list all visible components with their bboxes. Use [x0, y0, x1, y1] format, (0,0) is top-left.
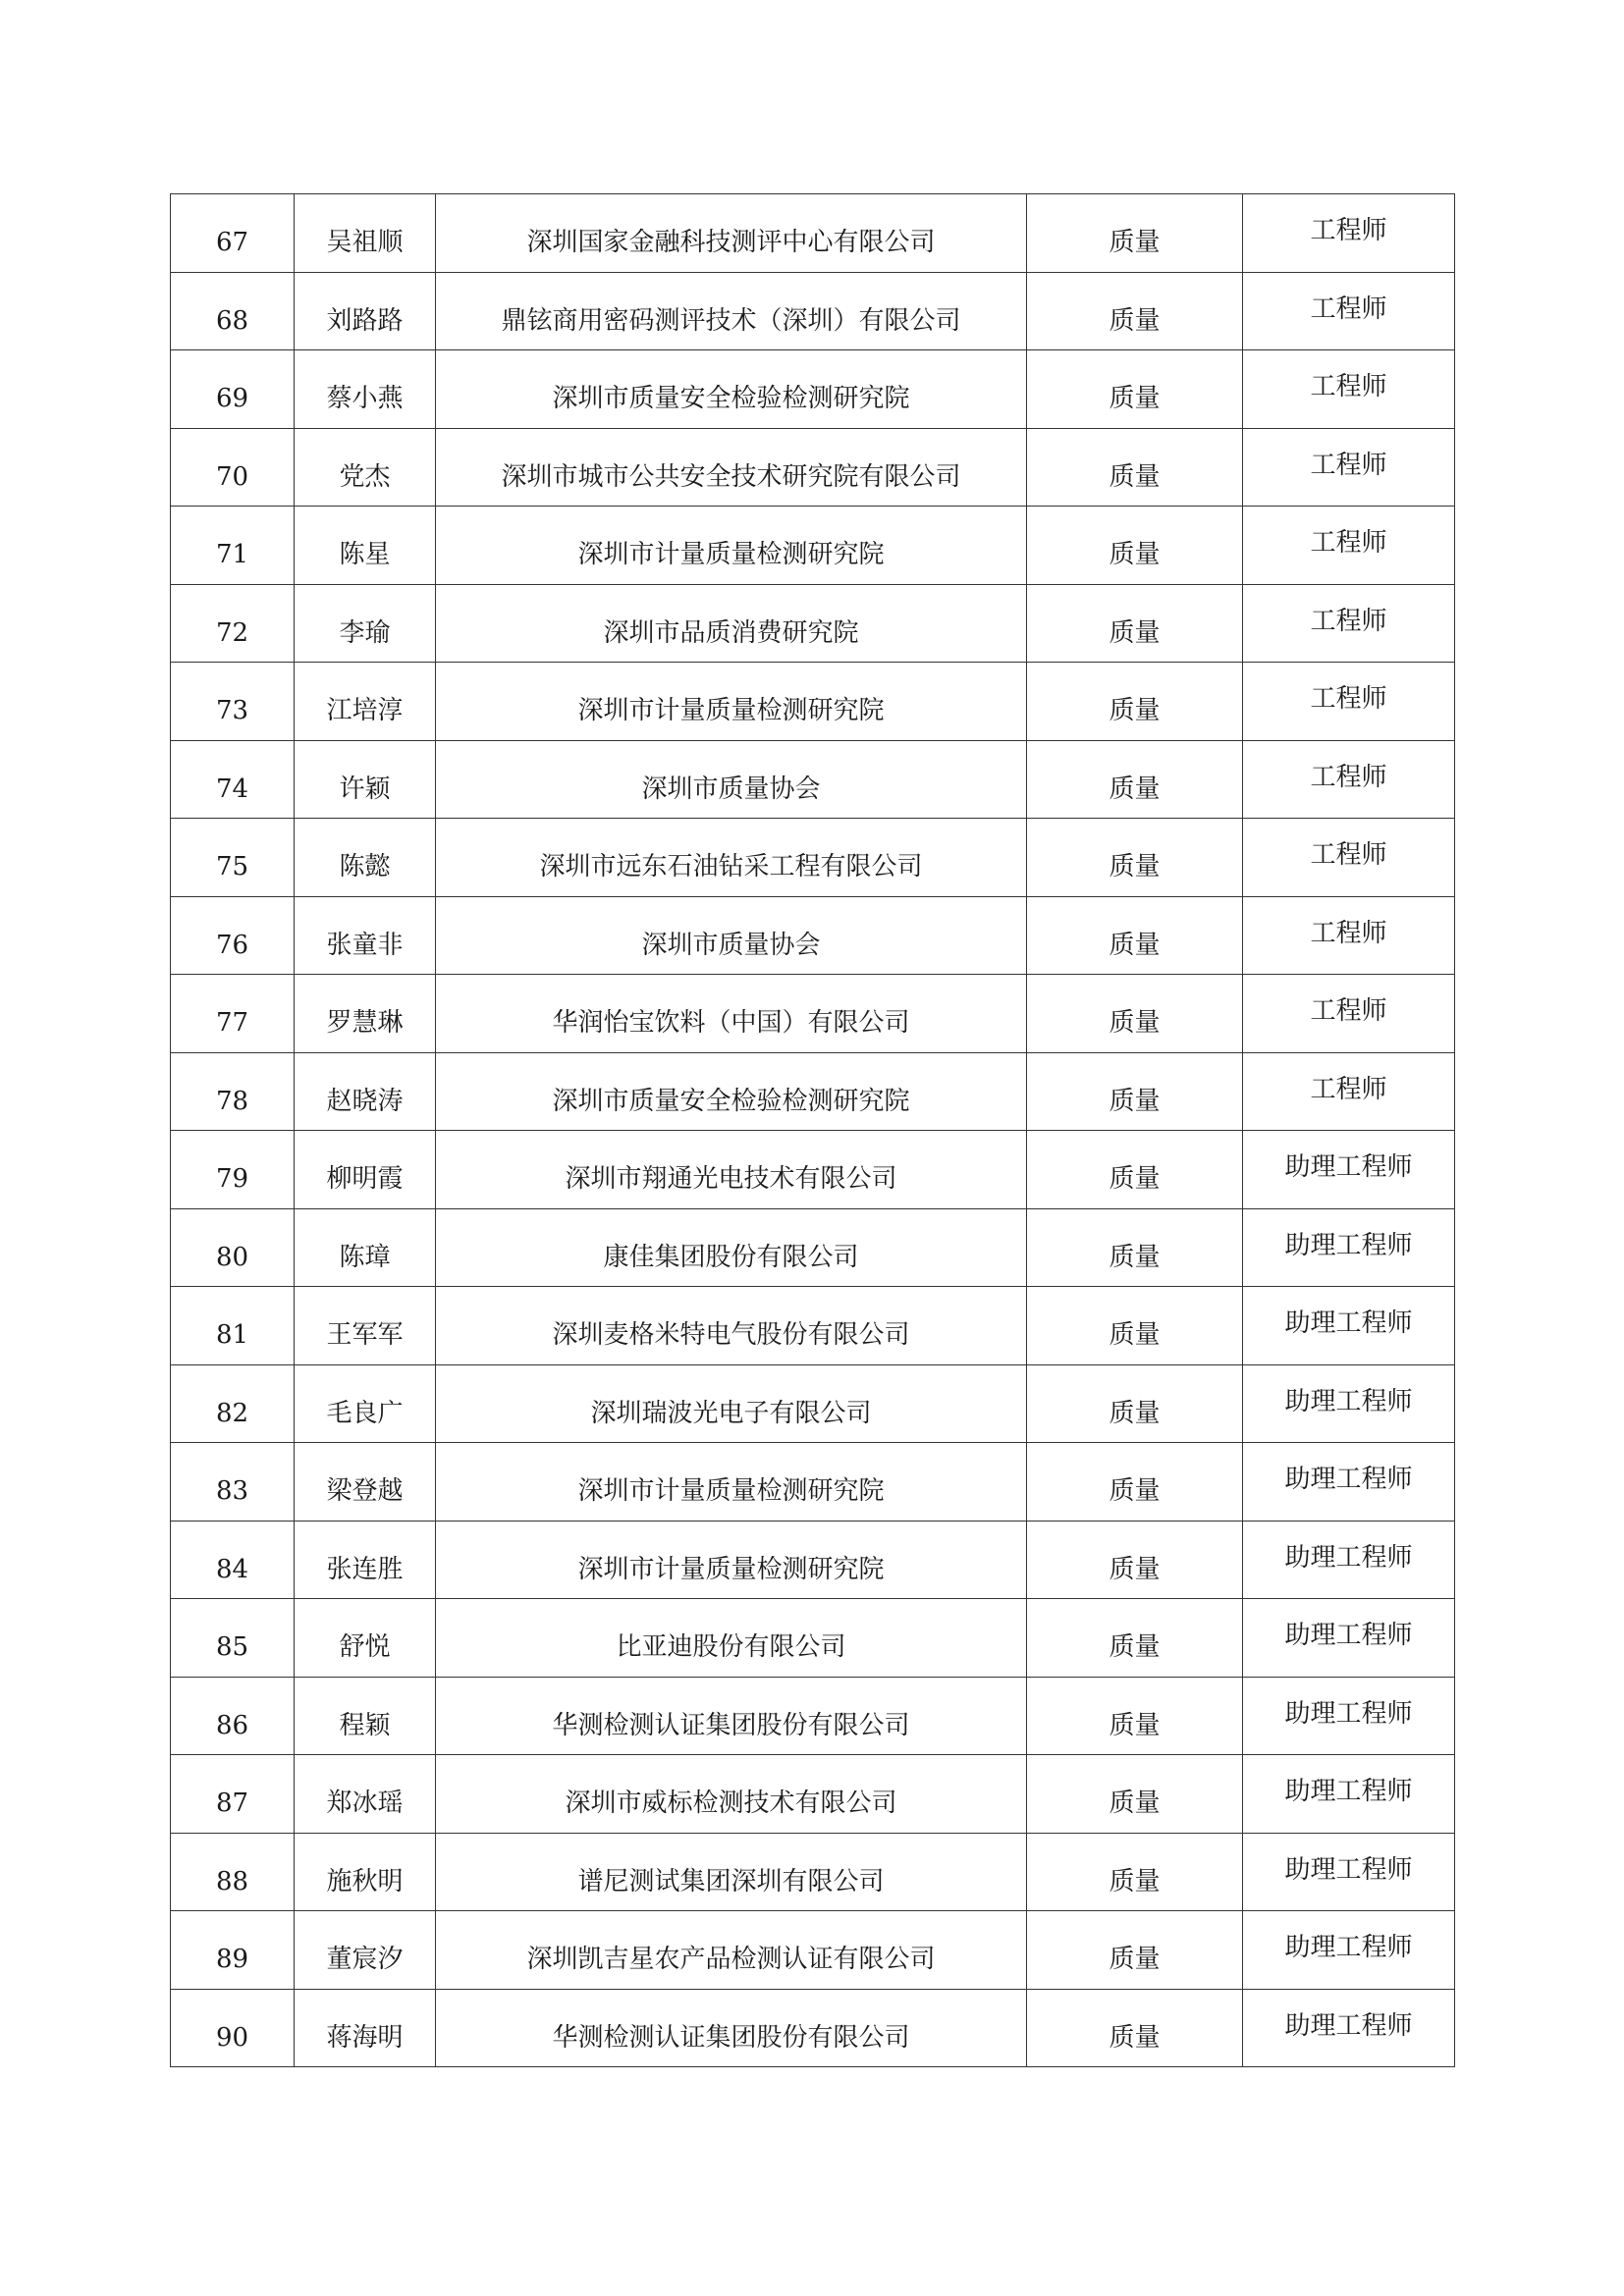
table-row [171, 819, 1455, 897]
specialty-text: 质量 [1109, 1632, 1161, 1663]
person-name-cell [295, 975, 436, 1053]
organization-cell [436, 1989, 1027, 2067]
person-name-cell [295, 194, 436, 273]
organization-text: 华润怡宝饮料（中国）有限公司 [552, 1008, 910, 1039]
person-name-cell [295, 1443, 436, 1522]
organization-text: 深圳国家金融科技测评中心有限公司 [526, 228, 936, 258]
job-title-text: 工程师 [1310, 1074, 1387, 1104]
table-row [171, 1833, 1455, 1911]
specialty-cell [1027, 1833, 1243, 1911]
row-number-cell [171, 1443, 295, 1522]
organization-cell [436, 1521, 1027, 1599]
organization-cell [436, 272, 1027, 350]
row-number-cell [171, 194, 295, 273]
job-title-cell [1243, 740, 1455, 819]
row-number-cell [171, 1989, 295, 2067]
organization-text: 深圳市质量安全检验检测研究院 [552, 1086, 910, 1116]
row-number-cell [171, 740, 295, 819]
person-name-cell [295, 1521, 436, 1599]
job-title-text: 助理工程师 [1284, 2010, 1413, 2041]
job-title-text: 助理工程师 [1284, 1465, 1413, 1495]
specialty-text: 质量 [1109, 1164, 1161, 1195]
specialty-text: 质量 [1109, 228, 1161, 258]
person-name-text: 梁登越 [326, 1476, 404, 1507]
specialty-cell [1027, 975, 1243, 1053]
organization-text: 深圳市质量协会 [641, 774, 821, 804]
organization-cell [436, 975, 1027, 1053]
table-row [171, 194, 1455, 273]
job-title-text: 助理工程师 [1284, 1854, 1413, 1885]
specialty-cell [1027, 663, 1243, 741]
person-name-text: 张连胜 [326, 1554, 404, 1584]
job-title-text: 助理工程师 [1284, 1308, 1413, 1339]
row-number-cell [171, 1131, 295, 1209]
row-number-cell [171, 428, 295, 507]
table-row [171, 428, 1455, 507]
organization-text: 鼎铉商用密码测评技术（深圳）有限公司 [501, 305, 961, 336]
row-number-text: 90 [215, 2022, 249, 2053]
row-number-cell [171, 1911, 295, 1990]
row-number-cell [171, 1833, 295, 1911]
specialty-text: 质量 [1109, 1320, 1161, 1351]
specialty-cell [1027, 584, 1243, 663]
person-name-cell [295, 1755, 436, 1834]
specialty-text: 质量 [1109, 1945, 1161, 1975]
organization-text: 深圳凯吉星农产品检测认证有限公司 [526, 1945, 936, 1975]
person-name-text: 刘路路 [326, 305, 404, 336]
job-title-text: 工程师 [1310, 294, 1387, 324]
organization-cell [436, 819, 1027, 897]
specialty-cell [1027, 819, 1243, 897]
person-name-cell [295, 1364, 436, 1443]
organization-text: 深圳市计量质量检测研究院 [577, 696, 885, 726]
job-title-cell [1243, 1208, 1455, 1287]
job-title-cell [1243, 507, 1455, 585]
person-name-cell [295, 896, 436, 975]
job-title-cell [1243, 272, 1455, 350]
row-number-text: 73 [215, 696, 249, 726]
organization-cell [436, 896, 1027, 975]
job-title-cell [1243, 1521, 1455, 1599]
job-title-cell [1243, 1052, 1455, 1131]
person-name-cell [295, 1911, 436, 1990]
organization-cell [436, 1599, 1027, 1678]
job-title-text: 助理工程师 [1284, 1621, 1413, 1651]
job-title-cell [1243, 1287, 1455, 1365]
job-title-cell [1243, 428, 1455, 507]
organization-text: 深圳市远东石油钻采工程有限公司 [539, 852, 923, 882]
specialty-cell [1027, 194, 1243, 273]
job-title-cell [1243, 194, 1455, 273]
row-number-cell [171, 663, 295, 741]
specialty-cell [1027, 896, 1243, 975]
specialty-text: 质量 [1109, 696, 1161, 726]
organization-cell [436, 1833, 1027, 1911]
person-name-text: 施秋明 [326, 1866, 404, 1896]
specialty-text: 质量 [1109, 1476, 1161, 1507]
specialty-text: 质量 [1109, 1086, 1161, 1116]
job-title-text: 助理工程师 [1284, 1230, 1413, 1260]
roster-table [170, 193, 1455, 2067]
table-row [171, 740, 1455, 819]
person-name-cell [295, 507, 436, 585]
row-number-text: 77 [215, 1008, 249, 1039]
job-title-cell [1243, 1989, 1455, 2067]
row-number-text: 85 [215, 1632, 249, 1663]
job-title-text: 助理工程师 [1284, 1933, 1413, 1963]
row-number-text: 88 [215, 1866, 249, 1896]
organization-text: 深圳市计量质量检测研究院 [577, 1476, 885, 1507]
specialty-cell [1027, 1911, 1243, 1990]
job-title-text: 助理工程师 [1284, 1542, 1413, 1573]
organization-text: 深圳市质量协会 [641, 930, 821, 960]
specialty-cell [1027, 1599, 1243, 1678]
row-number-text: 75 [215, 852, 249, 882]
organization-cell [436, 1131, 1027, 1209]
job-title-cell [1243, 350, 1455, 429]
organization-text: 华测检测认证集团股份有限公司 [552, 2022, 910, 2053]
job-title-cell [1243, 1364, 1455, 1443]
table-row [171, 896, 1455, 975]
organization-cell [436, 740, 1027, 819]
row-number-text: 86 [215, 1710, 249, 1740]
specialty-cell [1027, 740, 1243, 819]
specialty-text: 质量 [1109, 1554, 1161, 1584]
job-title-text: 工程师 [1310, 840, 1387, 871]
organization-text: 谱尼测试集团深圳有限公司 [577, 1866, 885, 1896]
organization-cell [436, 194, 1027, 273]
person-name-text: 陈星 [339, 540, 391, 570]
job-title-cell [1243, 975, 1455, 1053]
person-name-cell [295, 1599, 436, 1678]
organization-cell [436, 1208, 1027, 1287]
row-number-cell [171, 975, 295, 1053]
job-title-text: 工程师 [1310, 372, 1387, 402]
person-name-text: 蔡小燕 [326, 384, 404, 414]
table-row [171, 1677, 1455, 1755]
organization-cell [436, 507, 1027, 585]
row-number-cell [171, 1052, 295, 1131]
person-name-cell [295, 1677, 436, 1755]
job-title-text: 工程师 [1310, 684, 1387, 715]
row-number-cell [171, 350, 295, 429]
specialty-cell [1027, 1443, 1243, 1522]
specialty-text: 质量 [1109, 2022, 1161, 2053]
job-title-cell [1243, 819, 1455, 897]
organization-text: 深圳市城市公共安全技术研究院有限公司 [501, 461, 961, 492]
job-title-text: 助理工程师 [1284, 1777, 1413, 1807]
organization-cell [436, 1052, 1027, 1131]
job-title-text: 工程师 [1310, 450, 1387, 480]
organization-text: 比亚迪股份有限公司 [616, 1632, 846, 1663]
job-title-text: 工程师 [1310, 216, 1387, 246]
table-row [171, 663, 1455, 741]
table-row [171, 1208, 1455, 1287]
row-number-cell [171, 1208, 295, 1287]
person-name-text: 李瑜 [339, 617, 391, 648]
organization-text: 深圳市计量质量检测研究院 [577, 540, 885, 570]
specialty-text: 质量 [1109, 1866, 1161, 1896]
row-number-text: 70 [215, 461, 249, 492]
job-title-cell [1243, 663, 1455, 741]
row-number-cell [171, 584, 295, 663]
table-row [171, 350, 1455, 429]
organization-cell [436, 350, 1027, 429]
row-number-text: 71 [215, 540, 249, 570]
organization-text: 深圳市翔通光电技术有限公司 [565, 1164, 897, 1195]
job-title-cell [1243, 1443, 1455, 1522]
row-number-text: 82 [215, 1398, 249, 1428]
specialty-cell [1027, 1208, 1243, 1287]
roster-table-body [171, 194, 1455, 2067]
organization-text: 深圳麦格米特电气股份有限公司 [552, 1320, 910, 1351]
job-title-cell [1243, 1677, 1455, 1755]
person-name-text: 赵晓涛 [326, 1086, 404, 1116]
job-title-text: 助理工程师 [1284, 1698, 1413, 1729]
person-name-cell [295, 663, 436, 741]
organization-text: 深圳瑞波光电子有限公司 [590, 1398, 872, 1428]
organization-cell [436, 1677, 1027, 1755]
row-number-text: 74 [215, 774, 249, 804]
person-name-text: 柳明霞 [326, 1164, 404, 1195]
job-title-text: 工程师 [1310, 996, 1387, 1027]
organization-text: 华测检测认证集团股份有限公司 [552, 1710, 910, 1740]
person-name-cell [295, 1208, 436, 1287]
table-row [171, 1443, 1455, 1522]
person-name-text: 董宸汐 [326, 1945, 404, 1975]
organization-text: 深圳市威标检测技术有限公司 [565, 1789, 897, 1819]
job-title-text: 助理工程师 [1284, 1386, 1413, 1416]
row-number-cell [171, 1287, 295, 1365]
person-name-text: 陈璋 [339, 1242, 391, 1272]
row-number-text: 67 [215, 228, 249, 258]
specialty-cell [1027, 1131, 1243, 1209]
person-name-text: 许颖 [339, 774, 391, 804]
table-row [171, 1521, 1455, 1599]
row-number-cell [171, 1755, 295, 1834]
row-number-text: 81 [215, 1320, 249, 1351]
specialty-text: 质量 [1109, 1242, 1161, 1272]
job-title-cell [1243, 1599, 1455, 1678]
person-name-text: 王军军 [326, 1320, 404, 1351]
row-number-cell [171, 819, 295, 897]
specialty-cell [1027, 1989, 1243, 2067]
person-name-text: 江培淳 [326, 696, 404, 726]
person-name-cell [295, 272, 436, 350]
specialty-cell [1027, 350, 1243, 429]
job-title-text: 工程师 [1310, 528, 1387, 559]
row-number-cell [171, 1599, 295, 1678]
row-number-text: 68 [215, 305, 249, 336]
table-row [171, 1131, 1455, 1209]
row-number-cell [171, 896, 295, 975]
table-row [171, 1287, 1455, 1365]
person-name-cell [295, 428, 436, 507]
specialty-cell [1027, 1287, 1243, 1365]
row-number-text: 80 [215, 1242, 249, 1272]
table-row [171, 1364, 1455, 1443]
specialty-cell [1027, 272, 1243, 350]
row-number-cell [171, 1364, 295, 1443]
row-number-text: 87 [215, 1789, 249, 1819]
specialty-text: 质量 [1109, 1710, 1161, 1740]
table-row [171, 1911, 1455, 1990]
table-row [171, 1755, 1455, 1834]
person-name-text: 党杰 [339, 461, 391, 492]
person-name-text: 陈懿 [339, 852, 391, 882]
row-number-text: 72 [215, 617, 249, 648]
person-name-text: 舒悦 [339, 1632, 391, 1663]
specialty-cell [1027, 428, 1243, 507]
row-number-text: 79 [215, 1164, 249, 1195]
person-name-cell [295, 1287, 436, 1365]
person-name-cell [295, 1833, 436, 1911]
organization-cell [436, 428, 1027, 507]
specialty-text: 质量 [1109, 617, 1161, 648]
row-number-cell [171, 272, 295, 350]
job-title-text: 工程师 [1310, 762, 1387, 792]
job-title-text: 工程师 [1310, 918, 1387, 948]
specialty-text: 质量 [1109, 540, 1161, 570]
job-title-cell [1243, 896, 1455, 975]
person-name-text: 吴祖顺 [326, 228, 404, 258]
specialty-text: 质量 [1109, 305, 1161, 336]
specialty-text: 质量 [1109, 1789, 1161, 1819]
table-row [171, 975, 1455, 1053]
person-name-cell [295, 1989, 436, 2067]
person-name-cell [295, 819, 436, 897]
row-number-text: 69 [215, 384, 249, 414]
specialty-cell [1027, 1364, 1243, 1443]
table-row [171, 584, 1455, 663]
table-row [171, 272, 1455, 350]
specialty-text: 质量 [1109, 1008, 1161, 1039]
specialty-cell [1027, 507, 1243, 585]
job-title-cell [1243, 1755, 1455, 1834]
person-name-cell [295, 1131, 436, 1209]
organization-cell [436, 663, 1027, 741]
organization-cell [436, 1911, 1027, 1990]
row-number-cell [171, 1521, 295, 1599]
person-name-text: 罗慧琳 [326, 1008, 404, 1039]
organization-text: 深圳市质量安全检验检测研究院 [552, 384, 910, 414]
person-name-cell [295, 584, 436, 663]
job-title-cell [1243, 1131, 1455, 1209]
row-number-text: 89 [215, 1945, 249, 1975]
row-number-cell [171, 507, 295, 585]
organization-cell [436, 584, 1027, 663]
job-title-cell [1243, 584, 1455, 663]
organization-text: 深圳市品质消费研究院 [603, 617, 859, 648]
specialty-cell [1027, 1521, 1243, 1599]
organization-text: 康佳集团股份有限公司 [603, 1242, 859, 1272]
specialty-text: 质量 [1109, 852, 1161, 882]
table-row [171, 1989, 1455, 2067]
person-name-text: 程颖 [339, 1710, 391, 1740]
row-number-text: 76 [215, 930, 249, 960]
person-name-text: 张童非 [326, 930, 404, 960]
row-number-text: 84 [215, 1554, 249, 1584]
organization-cell [436, 1364, 1027, 1443]
specialty-text: 质量 [1109, 930, 1161, 960]
organization-cell [436, 1443, 1027, 1522]
table-row [171, 1052, 1455, 1131]
row-number-cell [171, 1677, 295, 1755]
organization-cell [436, 1287, 1027, 1365]
person-name-cell [295, 1052, 436, 1131]
organization-cell [436, 1755, 1027, 1834]
person-name-text: 毛良广 [326, 1398, 404, 1428]
row-number-text: 78 [215, 1086, 249, 1116]
specialty-cell [1027, 1052, 1243, 1131]
person-name-text: 蒋海明 [326, 2022, 404, 2053]
job-title-text: 助理工程师 [1284, 1152, 1413, 1183]
specialty-text: 质量 [1109, 384, 1161, 414]
person-name-text: 郑冰瑶 [326, 1789, 404, 1819]
specialty-cell [1027, 1755, 1243, 1834]
table-row [171, 1599, 1455, 1678]
job-title-cell [1243, 1833, 1455, 1911]
person-name-cell [295, 740, 436, 819]
specialty-text: 质量 [1109, 1398, 1161, 1428]
specialty-text: 质量 [1109, 461, 1161, 492]
organization-text: 深圳市计量质量检测研究院 [577, 1554, 885, 1584]
table-row [171, 507, 1455, 585]
specialty-text: 质量 [1109, 774, 1161, 804]
job-title-text: 工程师 [1310, 606, 1387, 636]
row-number-text: 83 [215, 1476, 249, 1507]
specialty-cell [1027, 1677, 1243, 1755]
job-title-cell [1243, 1911, 1455, 1990]
person-name-cell [295, 350, 436, 429]
